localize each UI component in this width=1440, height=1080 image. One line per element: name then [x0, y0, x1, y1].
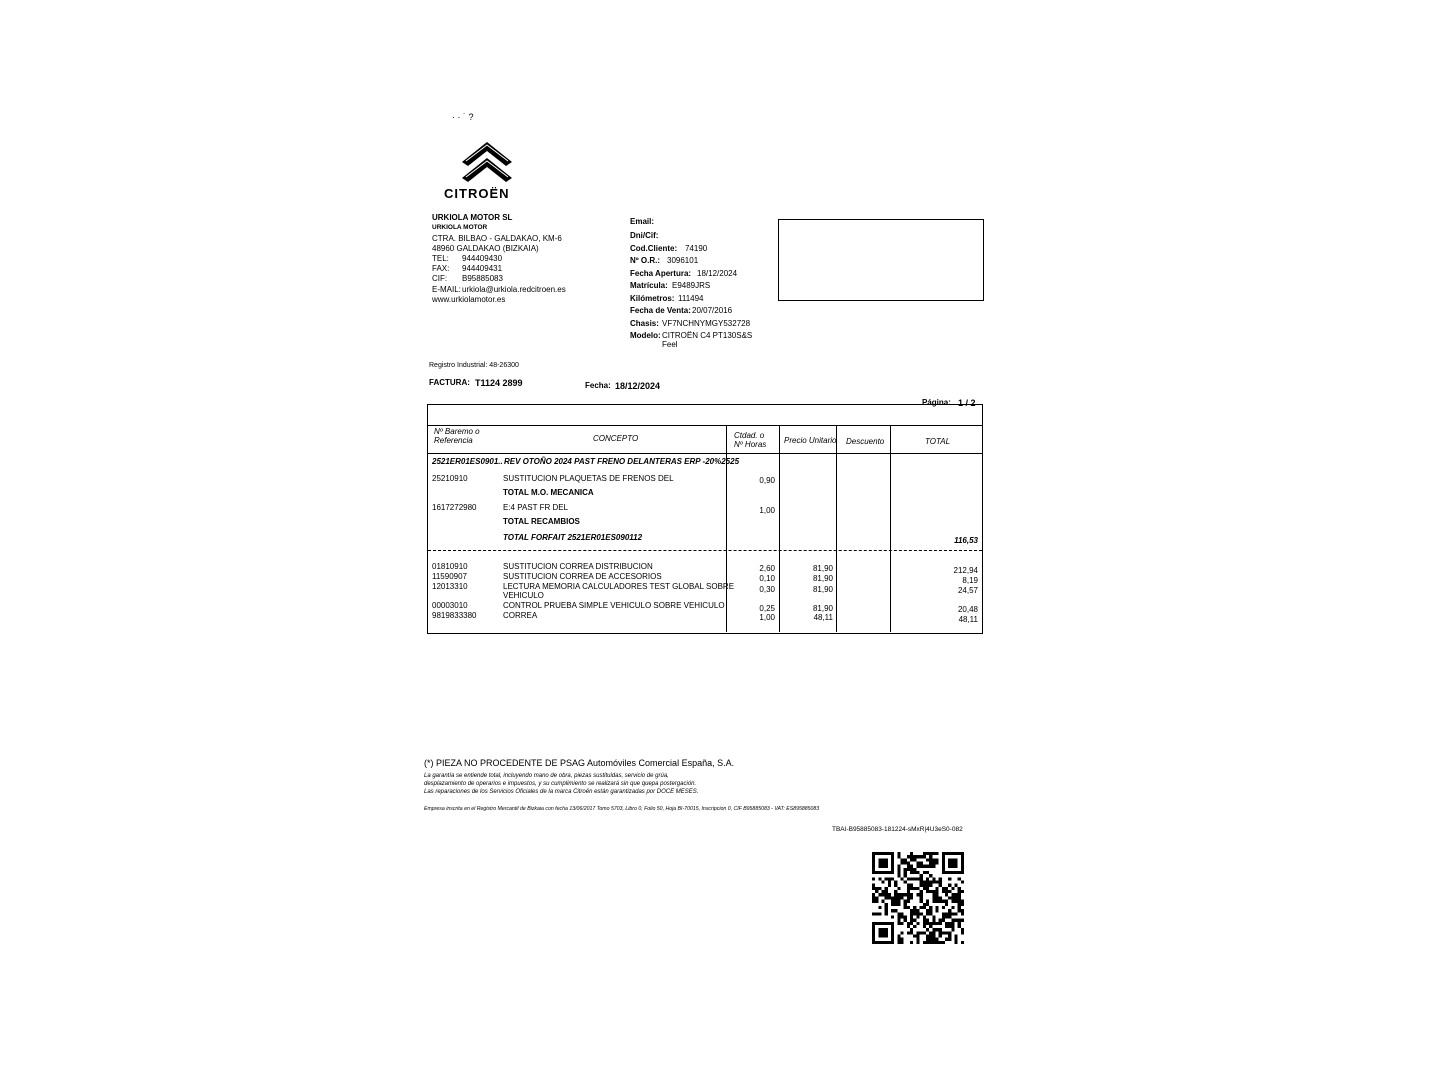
row-qty: 0,25: [759, 604, 775, 613]
warranty-line-1: La garantía se entiende total, incluyendo mano de obra, piezas sustituidas, servicio de grúa,: [424, 773, 669, 779]
email-label: Email:: [630, 217, 655, 226]
row-price: 81,90: [812, 585, 833, 594]
header-descuento: Descuento: [846, 437, 885, 446]
forfait-title: REV OTOÑO 2024 PAST FRENO DELANTERAS ERP -20%2525: [504, 457, 740, 466]
col-divider: [890, 426, 891, 632]
section-separator: [428, 550, 982, 551]
company-cif-label: CIF:: [432, 274, 448, 283]
header-concepto: CONCEPTO: [593, 434, 639, 443]
col-divider: [836, 426, 837, 632]
row-ref: 11590907: [432, 572, 467, 581]
warranty-line-3: Las reparaciones de los Servicios Oficiales de la marca Citroën están garantizadas por DOCE MESES.: [424, 789, 699, 795]
mo-total-label: TOTAL M.O. MECANICA: [503, 488, 594, 497]
forfait-total: 116,53: [954, 536, 978, 545]
row-qty: 1,00: [759, 506, 775, 515]
invoice-date-label: Fecha:: [585, 381, 611, 390]
row-concept: SUSTITUCION CORREA DE ACCESORIOS: [503, 572, 662, 581]
row-total: 48,11: [958, 615, 978, 624]
company-tel-label: TEL:: [432, 254, 449, 263]
dni-label: Dni/Cif:: [630, 231, 659, 240]
row-price: 48,11: [813, 613, 833, 622]
row-qty: 1,00: [759, 613, 775, 622]
row-concept: E:4 PAST FR DEL: [503, 503, 569, 512]
or-label: Nº O.R.:: [630, 256, 661, 265]
row-qty: 0,10: [759, 574, 775, 583]
invoice-number: T1124 2899: [475, 378, 523, 388]
col-divider: [779, 426, 780, 632]
row-concept-cont: VEHICULO: [503, 591, 544, 600]
plate: E9489JRS: [672, 281, 711, 290]
non-psag-part-note: (*) PIEZA NO PROCEDENTE DE PSAG Automóviles Comercial España, S.A.: [424, 758, 735, 768]
sale-date: 20/07/2016: [692, 306, 733, 315]
row-qty: 0,30: [759, 585, 775, 594]
header-cantidad-1: Ctdad. o: [734, 431, 765, 440]
model-line-2: Feel: [662, 340, 678, 349]
company-address-1: CTRA. BILBAO - GALDAKAO, KM-6: [432, 234, 562, 243]
brand-wordmark: CITROËN: [444, 186, 510, 201]
row-qty: 2,60: [759, 564, 775, 573]
row-concept: SUSTITUCION PLAQUETAS DE FRENOS DEL: [503, 474, 674, 483]
opening-date: 18/12/2024: [697, 269, 738, 278]
row-concept: SUSTITUCION CORREA DISTRIBUCION: [503, 562, 653, 571]
row-price: 81,90: [812, 604, 833, 613]
row-ref: 9819833380: [432, 611, 477, 620]
client-code: 74190: [685, 244, 708, 253]
or-number: 3096101: [667, 256, 699, 265]
row-total: 20,48: [957, 605, 978, 614]
tbai-code: TBAI-B95885083-181224-sMxR|4U3eS0-082: [832, 826, 963, 833]
recambios-total-label: TOTAL RECAMBIOS: [503, 517, 580, 526]
table-header-row: [428, 426, 982, 454]
header-ref-2: Referencia: [434, 436, 473, 445]
invoice-label: FACTURA:: [429, 378, 470, 387]
company-cif: B95885083: [462, 274, 503, 283]
row-total: 212,94: [953, 566, 978, 575]
row-concept: LECTURA MEMORIA CALCULADORES TEST GLOBAL SOBRE: [503, 582, 735, 591]
model-line-1: CITROËN C4 PT130S&S: [662, 331, 753, 340]
sale-date-label: Fecha de Venta:: [630, 306, 691, 315]
opening-date-label: Fecha Apertura:: [630, 269, 692, 278]
model-label: Modelo:: [630, 331, 661, 340]
header-total: TOTAL: [925, 437, 951, 446]
row-ref: 1617272980: [432, 503, 477, 512]
chassis-label: Chasis:: [630, 319, 659, 328]
client-code-label: Cod.Cliente:: [630, 244, 678, 253]
company-web: www.urkiolamotor.es: [432, 295, 506, 304]
page-number: 1 / 2: [958, 398, 976, 408]
company-address-2: 48960 GALDAKAO (BIZKAIA): [432, 244, 539, 253]
address-window-box: [778, 219, 984, 301]
company-email-label: E-MAIL:: [432, 285, 461, 294]
company-trade-name: URKIOLA MOTOR: [432, 224, 488, 231]
company-name: URKIOLA MOTOR SL: [432, 213, 513, 222]
row-ref: 12013310: [432, 582, 468, 591]
company-tel: 944409430: [462, 254, 503, 263]
forfait-ref: 2521ER01ES0901..: [432, 457, 503, 466]
table-top-band: [428, 405, 982, 426]
row-price: 81,90: [812, 564, 833, 573]
header-cantidad-2: Nº Horas: [734, 440, 767, 449]
header-precio: Precio Unitario: [784, 436, 837, 445]
chassis: VF7NCHNYMGY532728: [662, 319, 751, 328]
page-label: Página:: [922, 398, 951, 407]
invoice-table: [427, 404, 983, 634]
tbai-qr-code-icon: [872, 852, 964, 944]
company-email: urkiola@urkiola.redcitroen.es: [462, 285, 566, 294]
industrial-register: Registro Industrial: 48-26300: [429, 362, 519, 369]
km-label: Kilómetros:: [630, 294, 675, 303]
header-ref-1: Nº Baremo o: [434, 427, 480, 436]
row-total: 24,57: [957, 586, 978, 595]
row-concept: CORREA: [503, 611, 538, 620]
company-fax: 944409431: [462, 264, 503, 273]
row-concept: CONTROL PRUEBA SIMPLE VEHICULO SOBRE VEHICULO: [503, 601, 725, 610]
row-ref: 25210910: [432, 474, 468, 483]
scan-marks: · · ˙ ?: [452, 112, 474, 122]
company-fax-label: FAX:: [432, 264, 450, 273]
mercantile-register: Empresa inscrita en el Registro Mercantil de Bizkaia con fecha 13/06/2017 Tomo 5703, Libro 0, Folio 50, Hoja BI-70015, Inscripcion 0, CIF B95885083 - VAT: ES895885083: [424, 806, 820, 812]
row-ref: 01810910: [432, 562, 468, 571]
warranty-line-2: desplazamiento de operarios e impuestos, y su cumplimiento se realizará sin que quepa postergación.: [424, 781, 697, 787]
row-price: 81,90: [812, 574, 833, 583]
forfait-total-label: TOTAL FORFAIT 2521ER01ES090112: [503, 533, 643, 542]
invoice-date: 18/12/2024: [615, 381, 661, 391]
row-ref: 00003010: [432, 601, 468, 610]
plate-label: Matrícula:: [630, 281, 668, 290]
row-qty: 0,90: [759, 476, 775, 485]
km: 111494: [678, 294, 704, 303]
row-total: 8,19: [962, 576, 978, 585]
